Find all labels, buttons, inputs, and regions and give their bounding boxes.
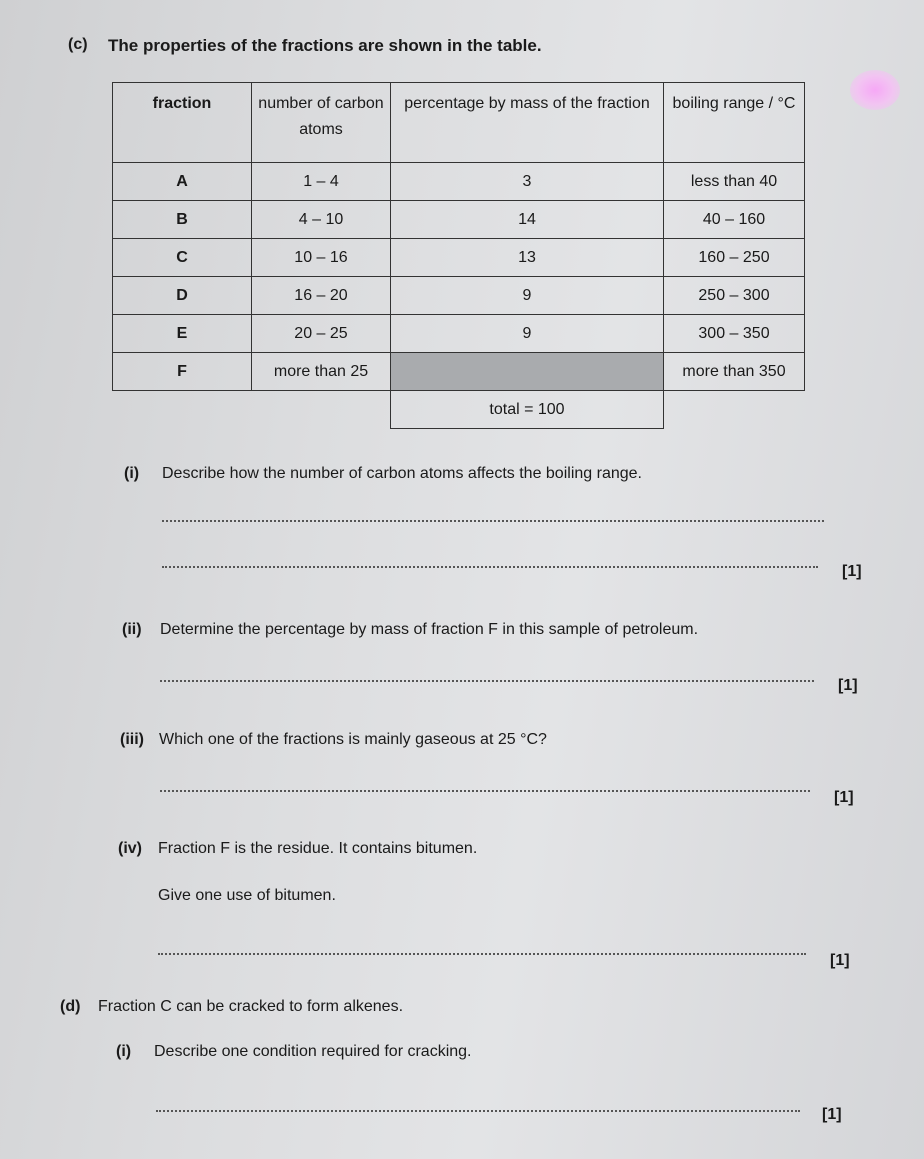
cell-percent: 3 — [391, 163, 664, 201]
table-row — [113, 201, 805, 239]
header-carbon-atoms: number of carbon atoms — [252, 83, 391, 163]
cell-percent: 14 — [391, 201, 664, 239]
table-total-row — [113, 391, 805, 429]
table-row — [113, 163, 805, 201]
question-c-iv-text: Fraction F is the residue. It contains bitumen. — [158, 840, 478, 857]
question-d-i-text: Describe one condition required for cracking. — [154, 1043, 472, 1060]
mark-allocation: [1] — [822, 1106, 842, 1123]
part-c-intro: The properties of the fractions are shown in the table. — [108, 36, 542, 55]
cell-carbon: 16 – 20 — [252, 277, 391, 315]
question-c-iii-label: (iii) — [120, 731, 144, 748]
question-c-iv-text2: Give one use of bitumen. — [158, 887, 336, 904]
header-fraction: fraction — [113, 83, 252, 163]
mark-allocation: [1] — [834, 789, 854, 806]
cell-boiling: 300 – 350 — [664, 315, 805, 353]
mark-allocation: [1] — [842, 563, 862, 580]
cell-percent: 9 — [391, 315, 664, 353]
question-c-ii-text: Determine the percentage by mass of fraction F in this sample of petroleum. — [160, 621, 699, 638]
cell-fraction: D — [113, 277, 252, 315]
question-c-iii-text: Which one of the fractions is mainly gaseous at 25 °C? — [159, 731, 547, 748]
cell-boiling: 40 – 160 — [664, 201, 805, 239]
cell-carbon: 4 – 10 — [252, 201, 391, 239]
cell-percent-shaded — [391, 353, 664, 391]
table-header-row — [113, 83, 805, 163]
fractions-table — [112, 82, 805, 429]
light-glare — [850, 70, 900, 110]
answer-line[interactable] — [158, 953, 806, 955]
cell-fraction: E — [113, 315, 252, 353]
table-row — [113, 239, 805, 277]
question-c-i-label: (i) — [124, 465, 140, 482]
question-c-i-text: Describe how the number of carbon atoms affects the boiling range. — [162, 465, 642, 482]
table-row — [113, 315, 805, 353]
cell-percent: 13 — [391, 239, 664, 277]
cell-fraction: B — [113, 201, 252, 239]
mark-allocation: [1] — [838, 677, 858, 694]
cell-boiling: 160 – 250 — [664, 239, 805, 277]
cell-fraction: C — [113, 239, 252, 277]
cell-carbon: 20 – 25 — [252, 315, 391, 353]
answer-line[interactable] — [162, 520, 824, 522]
answer-line[interactable] — [162, 566, 818, 568]
part-c-label: (c) — [68, 36, 88, 53]
mark-allocation: [1] — [830, 952, 850, 969]
answer-line[interactable] — [160, 790, 810, 792]
question-c-ii-label: (ii) — [122, 621, 142, 638]
part-d-label: (d) — [60, 998, 81, 1015]
cell-carbon: 1 – 4 — [252, 163, 391, 201]
answer-line[interactable] — [160, 680, 814, 682]
cell-percent: 9 — [391, 277, 664, 315]
answer-line[interactable] — [156, 1110, 800, 1112]
part-d-intro: Fraction C can be cracked to form alkenes. — [98, 998, 404, 1015]
cell-boiling: more than 350 — [664, 353, 805, 391]
cell-fraction: F — [113, 353, 252, 391]
cell-boiling: less than 40 — [664, 163, 805, 201]
cell-boiling: 250 – 300 — [664, 277, 805, 315]
cell-carbon: 10 – 16 — [252, 239, 391, 277]
header-percentage: percentage by mass of the fraction — [391, 83, 664, 163]
question-d-i-label: (i) — [116, 1043, 132, 1060]
cell-carbon: more than 25 — [252, 353, 391, 391]
table-row — [113, 353, 805, 391]
cell-fraction: A — [113, 163, 252, 201]
header-boiling-range: boiling range / °C — [664, 83, 805, 163]
cell-total: total = 100 — [391, 391, 664, 429]
question-c-iv-label: (iv) — [118, 840, 142, 857]
table-row — [113, 277, 805, 315]
